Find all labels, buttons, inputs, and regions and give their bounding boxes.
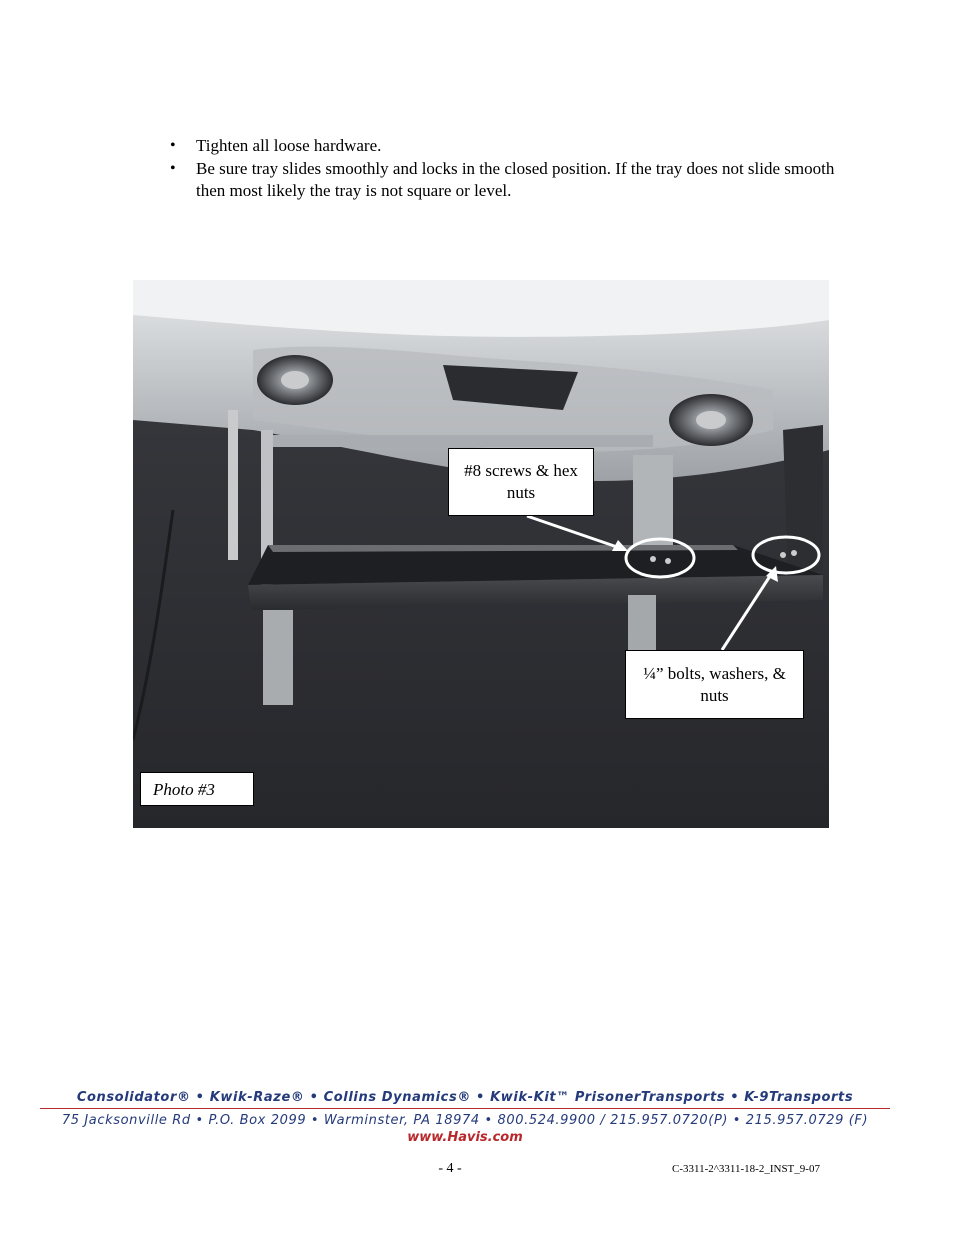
installation-photo <box>133 280 829 828</box>
bolts-callout: ¼” bolts, washers, & nuts <box>625 650 804 719</box>
footer-divider <box>40 1108 890 1109</box>
photo-label: Photo #3 <box>140 772 254 806</box>
screws-callout: #8 screws & hex nuts <box>448 448 594 516</box>
page-number: - 4 - <box>438 1161 462 1176</box>
document-code: C-3311-2^3311-18-2_INST_9-07 <box>672 1163 820 1175</box>
footer-brands: Consolidator® • Kwik-Raze® • Collins Dynamics® • Kwik-Kit™ PrisonerTransports • K-9Transports <box>76 1090 854 1105</box>
instruction-list <box>170 135 860 203</box>
instruction-item: • Tighten all loose hardware. <box>170 135 860 158</box>
footer-address: 75 Jacksonville Rd • P.O. Box 2099 • Warminster, PA 18974 • 800.524.9900 / 215.957.0720(P) • 215.957.0729 (F) <box>61 1113 869 1128</box>
footer-website-link[interactable]: www.Havis.com <box>407 1130 523 1145</box>
instruction-item: • Be sure tray slides smoothly and locks in the closed position. If the tray does not slide smooth then most likely the tray is not square or level. <box>170 158 860 203</box>
company-footer <box>40 1090 890 1145</box>
